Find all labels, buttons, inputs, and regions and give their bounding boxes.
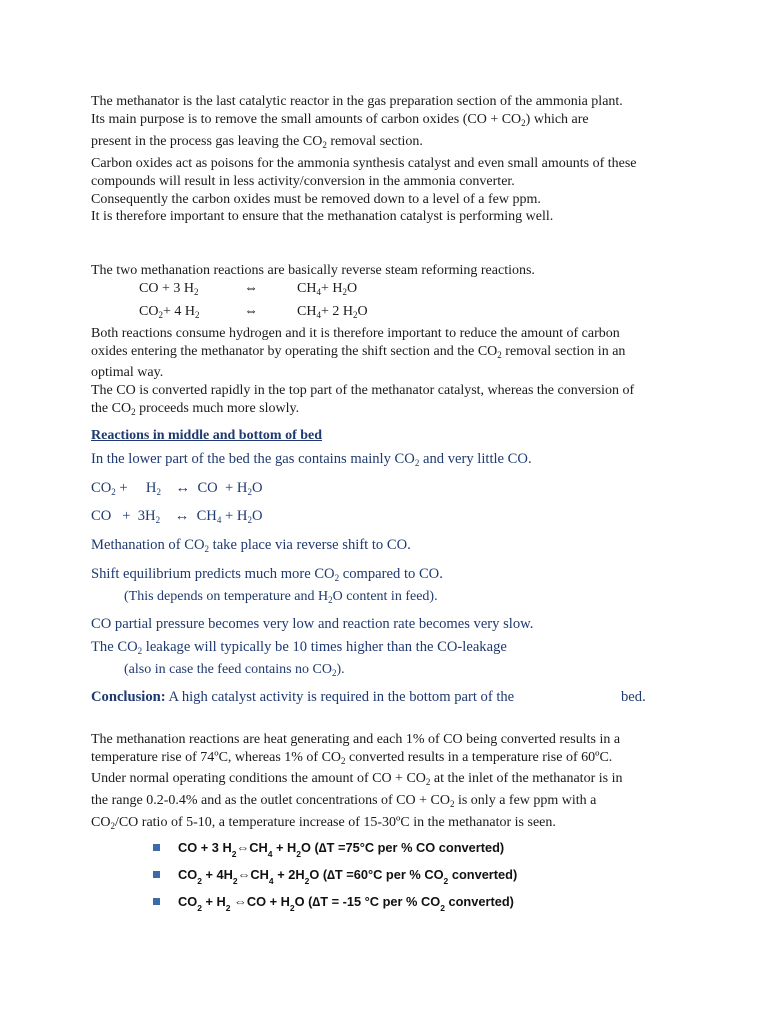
reactions-para-3: optimal way. [91, 365, 164, 380]
reactions-para-4: The CO is converted rapidly in the top part of the methanator catalyst, whereas the conversion of [91, 383, 635, 398]
square-bullet-icon [153, 871, 160, 878]
conclusion: Conclusion: A high catalyst activity is required in the bottom part of the [91, 689, 515, 705]
intro-line-7: It is therefore important to ensure that the methanation catalyst is performing well. [91, 209, 554, 224]
intro-line-4: Carbon oxides act as poisons for the ammonia synthesis catalyst and even small amounts of these [91, 156, 637, 171]
heat-line-4: the range 0.2-0.4% and as the outlet concentrations of CO + $CO_2$ is only a few ppm with a [91, 793, 597, 809]
heat-line-3: Under normal operating conditions the amount of CO + $CO_2$ at the inlet of the methanator is in [91, 771, 623, 787]
intro-line-6: Consequently the carbon oxides must be removed down to a level of a few ppm. [91, 192, 541, 207]
reaction-2: $CO_2+ 4$ $H_2$ ⇔ $CH_4+ 2$ $H_2O$ [139, 304, 368, 320]
bed-line-3: Shift equilibrium predicts much more $CO_2$ compared to CO. [91, 566, 443, 583]
intro-line-1: The methanator is the last catalytic reactor in the gas preparation section of the ammonia plant. [91, 94, 623, 109]
intro-line-2: Its main purpose is to remove the small amounts of carbon oxides $(CO + CO_2)$ which are [91, 112, 589, 128]
reactions-intro: The two methanation reactions are basically reverse steam reforming reactions. [91, 263, 535, 278]
reactions-para-1: Both reactions consume hydrogen and it is therefore important to reduce the amount of carbon [91, 326, 620, 341]
reactions-para-2: oxides entering the methanator by operating the shift section and the $CO_2$ removal section in an [91, 344, 626, 360]
square-bullet-icon [153, 844, 160, 851]
heat-line-1: The methanation reactions are heat generating and each 1% of CO being converted results in a [91, 732, 621, 747]
bed-line-7: (also in case the feed contains no $CO_2$). [124, 662, 345, 678]
bed-line-5: CO partial pressure becomes very low and reaction rate becomes very slow. [91, 616, 534, 632]
conclusion-end: bed. [621, 689, 646, 705]
reactions-para-5: the $CO_2$ proceeds much more slowly. [91, 401, 300, 417]
heat-line-2: temperature rise of 74ºC, whereas 1% of $CO_2$ converted results in a temperature rise of 60ºC. [91, 750, 613, 766]
bullet-item-2: $CO_2$ + $4H_2\Leftrightarrow CH_4 + 2H_2O$ (∆T =60°C per % $CO_2$ converted) [178, 867, 517, 883]
bed-line-4: (This depends on temperature and $H_2O$ content in feed). [124, 589, 438, 605]
bed-line-2: Methanation of $CO_2$ take place via reverse shift to CO. [91, 537, 411, 554]
intro-line-5: compounds will result in less activity/conversion in the ammonia converter. [91, 174, 515, 189]
bullet-item-3: $CO_2 + H_2$ ⇔CO + $H_2O$ (∆T = -15 °C per % $CO_2$ converted) [178, 894, 514, 910]
bullet-item-1: CO + 3 $H_2\Leftrightarrow CH_4 + H_2O$ (∆T =75°C per % CO converted) [178, 840, 504, 856]
bed-equation-2: CO + $3H_2$ ↔ $CH_4 + H_2O$ [91, 508, 263, 525]
conclusion-label: Conclusion: [91, 689, 166, 705]
square-bullet-icon [153, 898, 160, 905]
bed-equation-1: $CO_2$ + $H_2$ ↔ CO + $H_2O$ [91, 480, 263, 497]
heat-line-5: $CO_2/CO$ ratio of 5-10, a temperature increase of 15-30ºC in the methanator is seen. [91, 815, 556, 831]
bed-line-1: In the lower part of the bed the gas contains mainly $CO_2$ and very little CO. [91, 451, 532, 468]
section-heading: Reactions in middle and bottom of bed [91, 428, 323, 443]
reaction-1: CO + 3 $H_2$ ⇔ $CH_4+ H_2O$ [139, 281, 358, 297]
intro-line-3: present in the process gas leaving the $CO_2$ removal section. [91, 134, 423, 150]
bed-line-6: The $CO_2$ leakage will typically be 10 times higher than the CO-leakage [91, 639, 507, 656]
